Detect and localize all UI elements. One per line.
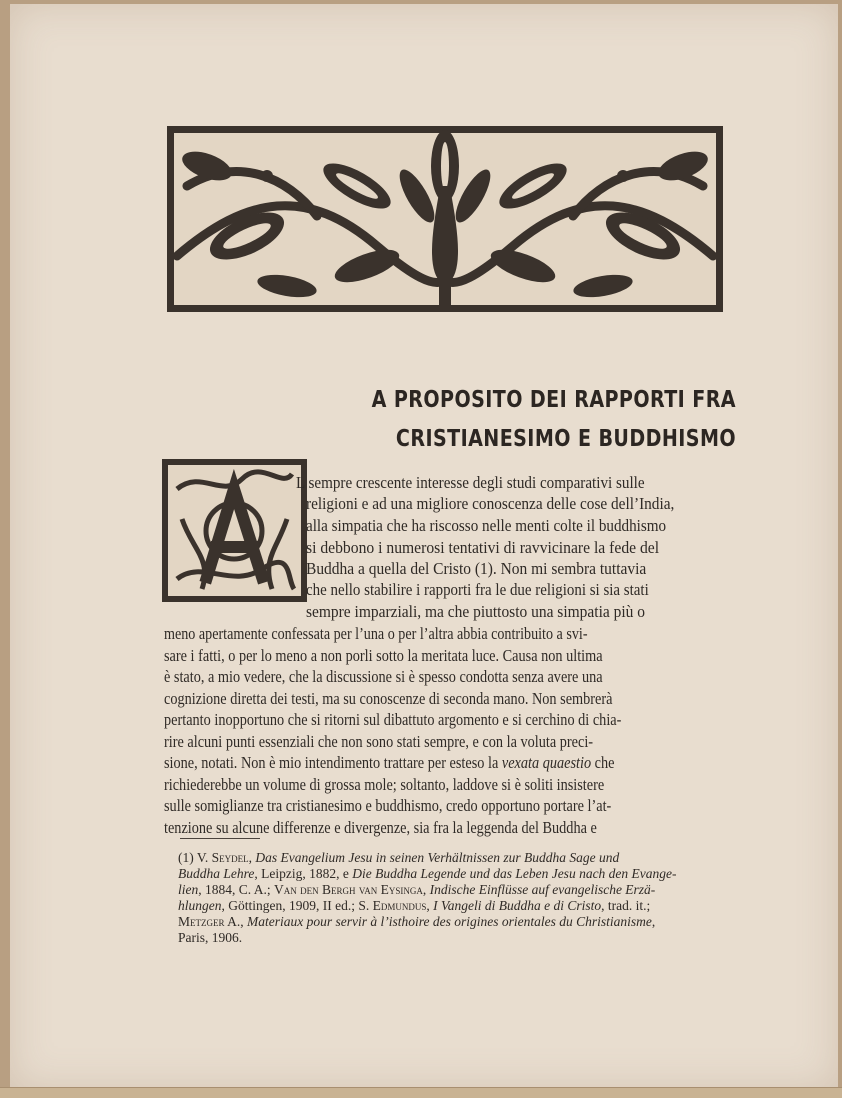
footnote-line-1: (1) V. Seydel, Das Evangelium Jesu in seinen Verhältnissen zur Buddha Sage und (178, 850, 620, 865)
footnote-line-2: Buddha Lehre, Leipzig, 1882, e Die Buddha Legende und das Leben Jesu nach den Evange- (178, 866, 677, 881)
body-line-5: Buddha a quella del Cristo (1). Non mi sembra tuttavia (306, 559, 647, 578)
body-line-17: tenzione su alcune differenze e divergenze, sia fra la leggenda del Buddha e (164, 818, 597, 837)
body-line-6: che nello stabilire i rapporti fra le due religioni si sia stati (306, 580, 649, 599)
body-line-14: sione, notati. Non è mio intendimento trattare per esteso la vexata quaestio che (164, 753, 615, 772)
body-line-4: si debbono i numerosi tentativi di ravvicinare la fede del (306, 538, 660, 557)
body-line-9: sare i fatti, o per lo meno a non porli sotto la meritata luce. Causa non ultima (164, 646, 603, 665)
article-title-line-2: CRISTIANESIMO E BUDDHISMO (395, 426, 736, 452)
footnote-line-5: Metzger A., Materiaux pour servir à l’isthoire des origines orientales du Christianisme, (178, 914, 656, 929)
footnote-line-4: hlungen, Göttingen, 1909, II ed.; S. Edmundus, I Vangeli di Buddha e di Cristo, trad. it.; (178, 898, 651, 913)
body-line-1: L sempre crescente interesse degli studi comparativi sulle (296, 473, 645, 492)
body-line-16: sulle somiglianze tra cristianesimo e buddhismo, credo opportuno portare l’at- (164, 796, 612, 815)
body-line-13: rire alcuni punti essenziali che non sono stati sempre, e con la voluta preci- (164, 732, 594, 751)
body-line-3: alla simpatia che ha riscosso nelle menti colte il buddhismo (306, 516, 667, 535)
footnote-divider (180, 838, 260, 839)
footnote-line-3: lien, 1884, C. A.; Van den Bergh van Eysinga, Indische Einflüsse auf evangelische Erzä- (178, 882, 656, 897)
page (10, 4, 838, 1090)
body-line-12: pertanto inopportuno che si ritorni sul dibattuto argomento e si cerchino di chia- (164, 710, 622, 729)
body-line-2: religioni e ad una migliore conoscenza delle cose dell’India, (306, 494, 675, 513)
body-italic-phrase: vexata quaestio (501, 753, 592, 772)
body-line-7: sempre imparziali, ma che piuttosto una simpatia più o (306, 602, 645, 621)
decorated-initial-letter-image (162, 459, 307, 602)
body-line-11: cognizione diretta dei testi, ma su conoscenze di seconda mano. Non sembrerà (164, 689, 613, 708)
article-title-line-1: A PROPOSITO DEI RAPPORTI FRA (371, 387, 736, 413)
body-line-8: meno apertamente confessata per l’una o per l’altra abbia contribuito a svi- (164, 624, 588, 643)
body-line-10: è stato, a mio vedere, che la discussione si è spesso condotta senza avere una (164, 667, 603, 686)
ornamental-banner-image (167, 126, 723, 312)
page-bottom-edge (0, 1087, 842, 1098)
body-line-15: richiederebbe un volume di grossa mole; soltanto, laddove si è soliti insistere (164, 775, 605, 794)
footnote-line-6: Paris, 1906. (178, 930, 243, 945)
